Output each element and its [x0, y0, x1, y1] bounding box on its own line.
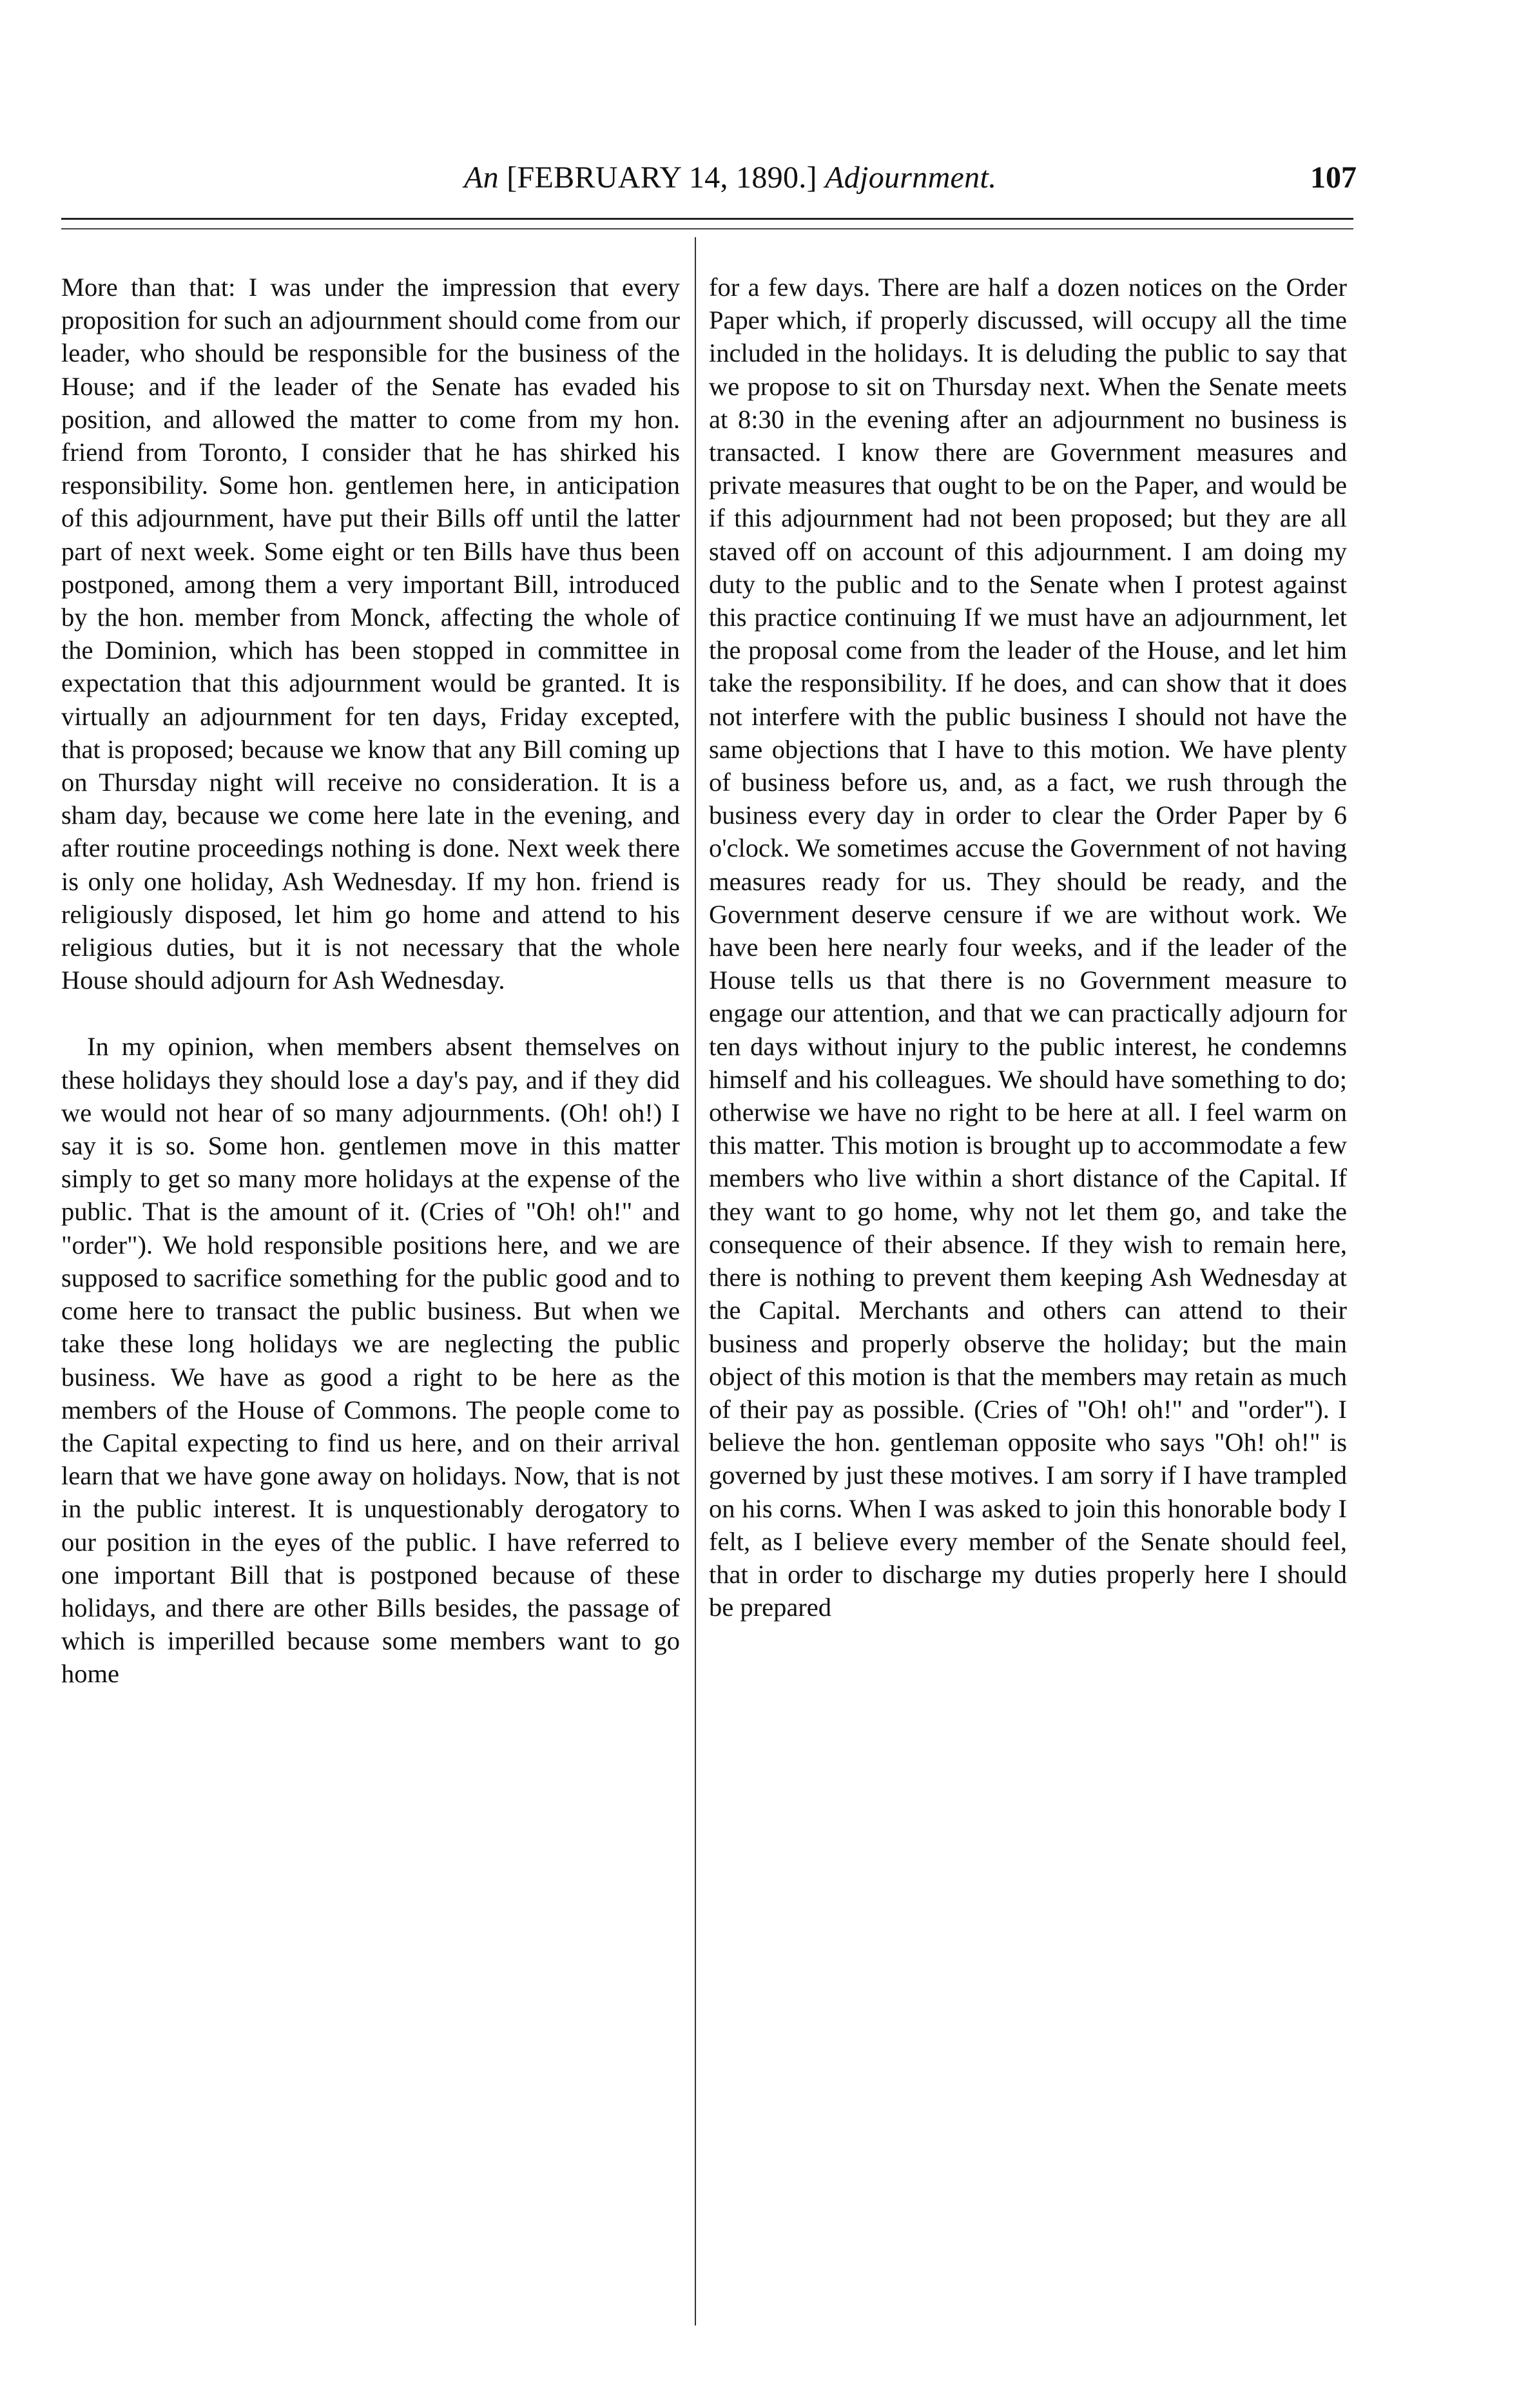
- left-paragraph-1: More than that: I was under the impression that every proposition for such an adjournment should come from our leader, who should be responsible for the business of the House; and if the leader of the Senate has evaded his position, and allowed the matter to come from my hon. friend from Toronto, I consider that he has shirked his responsibility. Some hon. gentlemen here, in anticipation of this adjournment, have put their Bills off until the latter part of next week. Some eight or ten Bills have thus been postponed, among them a very important Bill, introduced by the hon. member from Monck, affecting the whole of the Dominion, which has been stopped in committee in expectation that this adjournment would be granted. It is virtually an adjournment for ten days, Friday excepted, that is proposed; because we know that any Bill coming up on Thursday night will receive no consideration. It is a sham day, because we come here late in the evening, and after routine proceedings nothing is done. Next week there is only one holiday, Ash Wednesday. If my hon. friend is religiously disposed, let him go home and attend to his religious duties, but it is not necessary that the whole House should adjourn for Ash Wednesday.: [61, 273, 680, 995]
- column-divider: [695, 237, 696, 2325]
- header-date: [FEBRUARY 14, 1890.]: [507, 160, 817, 195]
- right-paragraph-1: for a few days. There are half a dozen notices on the Order Paper which, if properly discussed, will occupy all the time included in the holidays. It is deluding the public to say that we propose to sit on Thursday next. When the Senate meets at 8:30 in the evening after an adjournment no business is transacted. I know there are Government measures and private measures that ought to be on the Paper, and would be if this adjournment had not been proposed; but they are all staved off on account of this adjournment. I am doing my duty to the public and to the Senate when I protest against this practice continuing If we must have an adjournment, let the proposal come from the leader of the House, and let him take the responsibility. If he does, and can show that it does not interfere with the public business I should not have the same objections that I have to this motion. We have plenty of business before us, and, as a fact, we rush through the business every day in order to clear the Order Paper by 6 o'clock. We sometimes accuse the Government of not having measures ready for us. They should be ready, and the Government deserve censure if we are without work. We have been here nearly four weeks, and if the leader of the House tells us that there is no Government measure to engage our attention, and that we can practically adjourn for ten days without injury to the public interest, he condemns himself and his colleagues. We should have something to do; otherwise we have no right to be here at all. I feel warm on this matter. This motion is brought up to accommodate a few members who live within a short distance of the Capital. If they want to go home, why not let them go, and take the consequence of their absence. If they wish to remain here, there is nothing to prevent them keeping Ash Wednesday at the Capital. Merchants and others can attend to their business and properly observe the holiday; but the main object of this motion is that the members may retain as much of their pay as possible. (Cries of "Oh! oh!" and "order"). I believe the hon. gentleman opposite who says "Oh! oh!" is governed by just these motives. I am sorry if I have trampled on his corns. When I was asked to join this honorable body I felt, as I believe every member of the Senate should feel, that in order to discharge my duties properly here I should be prepared: [709, 273, 1347, 1622]
- header-left-italic: An: [464, 160, 499, 195]
- page-number: 107: [1310, 160, 1357, 195]
- header-title: [464, 160, 996, 195]
- header-rule: [61, 218, 1353, 220]
- left-column: [61, 271, 680, 2320]
- left-paragraph-2: In my opinion, when members absent themselves on these holidays they should lose a day's pay, and if they did we would not hear of so many adjournments. (Oh! oh!) I say it is so. Some hon. gentlemen move in this matter simply to get so many more holidays at the expense of the public. That is the amount of it. (Cries of "Oh! oh!" and "order"). We hold responsible positions here, and we are supposed to sacrifice something for the public good and to come here to transact the public business. But when we take these long holidays we are neglecting the public business. We have as good a right to be here as the members of the House of Commons. The people come to the Capital expecting to find us here, and on their arrival learn that we have gone away on holidays. Now, that is not in the public interest. It is unquestionably derogatory to our position in the eyes of the public. I have referred to one important Bill that is postponed because of these holidays, and there are other Bills besides, the passage of which is imperilled because some members want to go home: [61, 1032, 680, 1689]
- right-column: [709, 271, 1347, 2320]
- header-right-italic: Adjournment.: [825, 160, 997, 195]
- header-rule-secondary: [61, 228, 1353, 229]
- running-header: [61, 160, 1357, 199]
